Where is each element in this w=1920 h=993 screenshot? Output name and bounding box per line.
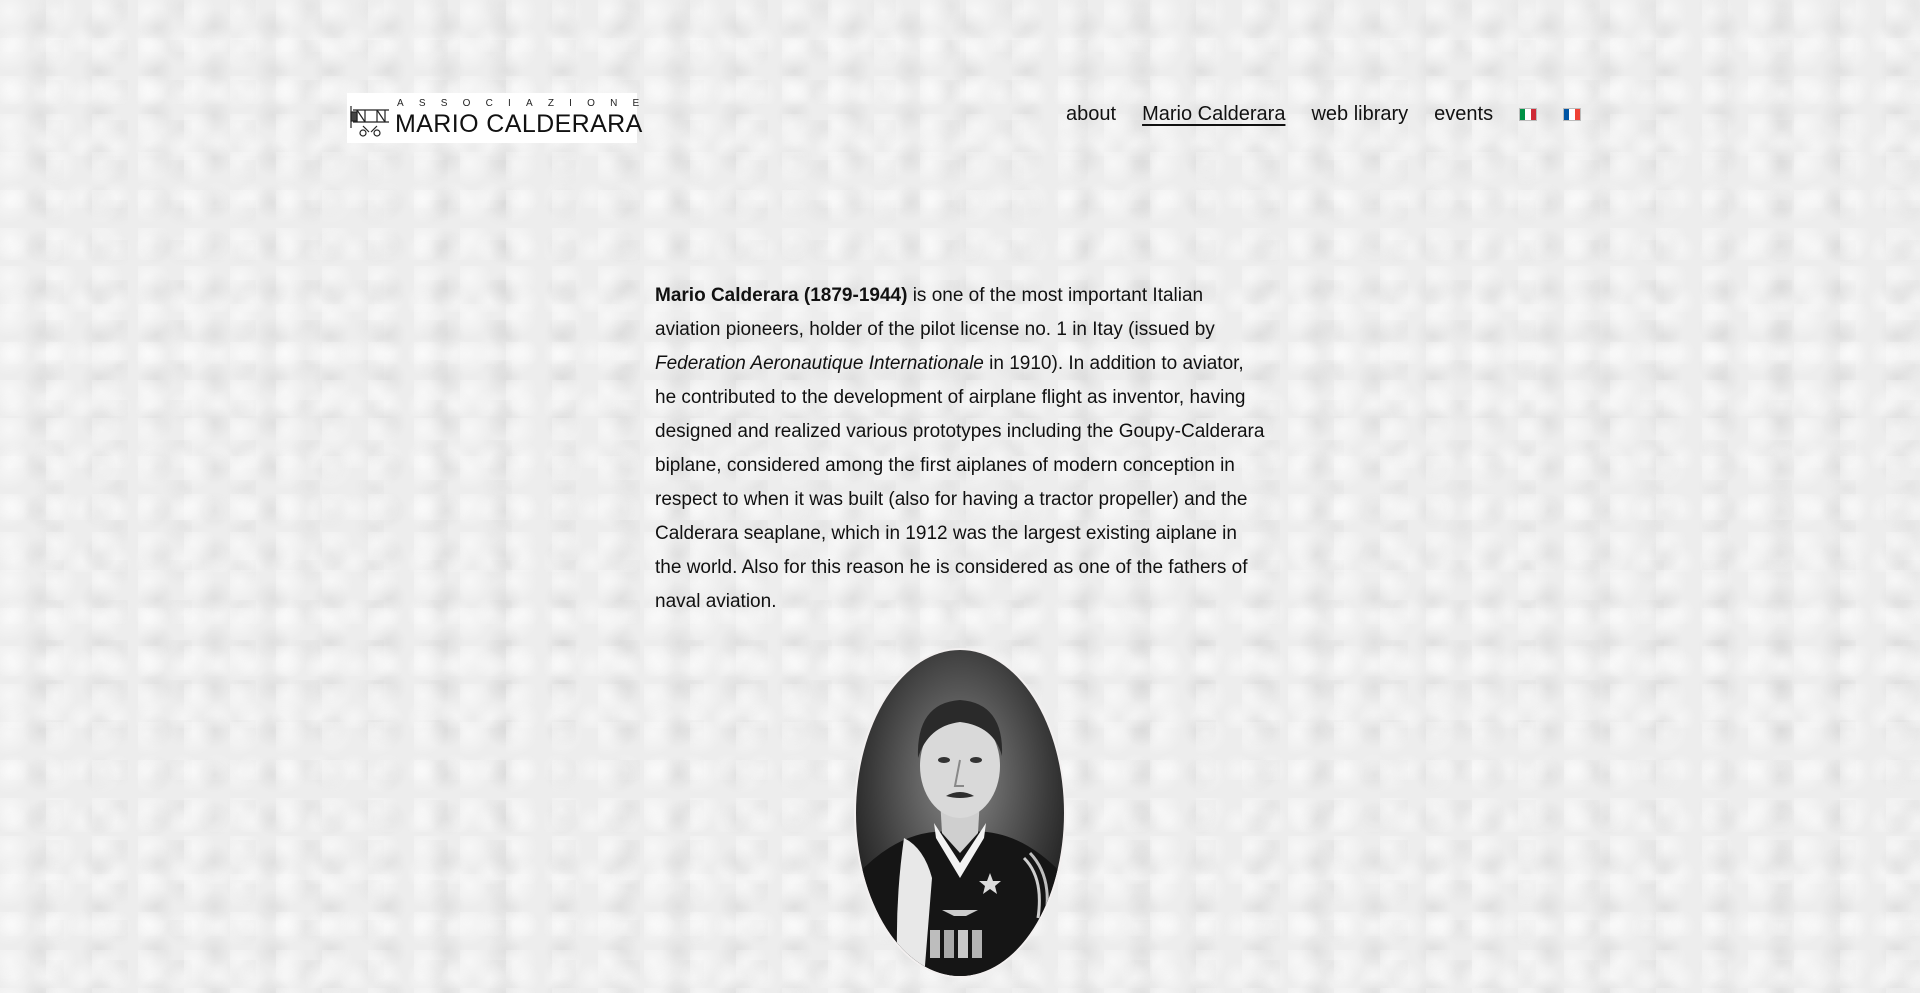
article-italic-fai: Federation Aeronautique Internationale (655, 353, 984, 374)
nav-item-events[interactable]: events (1434, 103, 1494, 125)
flag-stripe (1575, 109, 1580, 120)
article-name-bold: Mario Calderara (1879-1944) (655, 285, 908, 306)
italian-flag-icon[interactable] (1519, 108, 1537, 121)
article-body (655, 279, 1267, 619)
site-logo[interactable] (347, 93, 655, 143)
article-text-part-1: is one of the most important Italian aviation pioneers, holder of the pilot license no. 1 in Itay (issued by (655, 285, 1215, 340)
logo-subtitle: ASSOCIAZIONE (397, 98, 655, 109)
portrait-photo (854, 648, 1066, 978)
article-text-part-2: in 1910). In addition to aviator, he contributed to the development of airplane flight as inventor, having designed and realized various prototypes including the Goupy-Calderara biplane, considered among the first aiplanes of modern conception in respect to when it was built (also for having a tractor propeller) and the Calderara seaplane, which in 1912 was the largest existing aiplane in the world. Also for this reason he is considered as one of the fathers of naval aviation. (655, 353, 1265, 612)
logo-title: MARIO CALDERARA (395, 110, 643, 138)
biplane-logo-icon (349, 96, 393, 140)
logo-text (395, 98, 654, 138)
main-navigation (1066, 102, 1607, 126)
intro-paragraph (655, 279, 1267, 619)
french-flag-icon[interactable] (1563, 108, 1581, 121)
nav-item-web-library[interactable]: web library (1311, 103, 1409, 125)
flag-stripe (1531, 109, 1536, 120)
nav-item-mario-calderara[interactable]: Mario Calderara (1142, 103, 1286, 125)
nav-item-about[interactable]: about (1066, 103, 1117, 125)
